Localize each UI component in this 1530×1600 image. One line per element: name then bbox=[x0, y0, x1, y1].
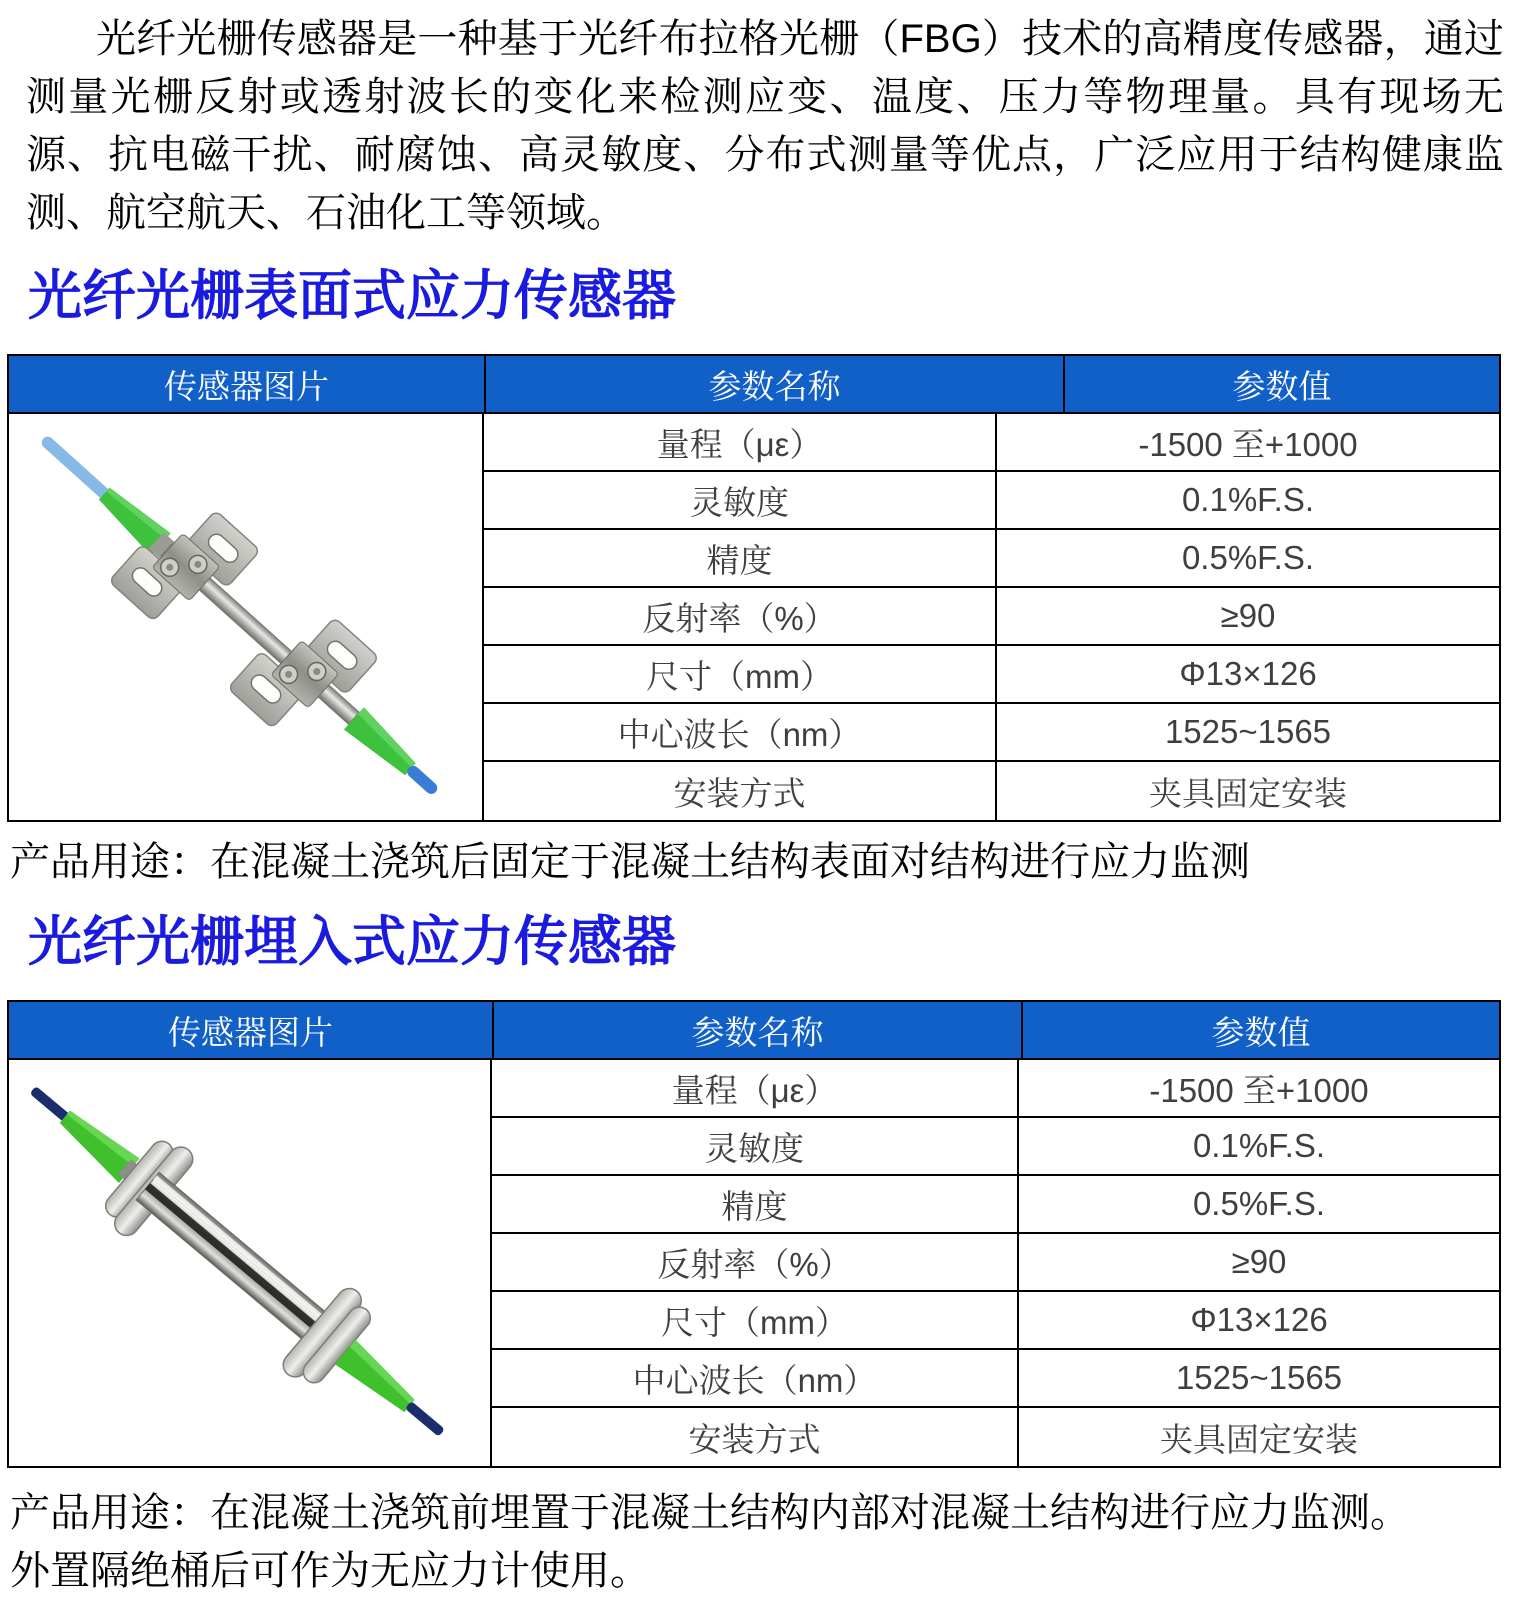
param-name-cell: 中心波长（nm） bbox=[484, 704, 997, 760]
param-value-cell: 夹具固定安装 bbox=[1160, 1420, 1358, 1458]
param-value-cell: 0.5%F.S. bbox=[1181, 539, 1315, 576]
param-name-cell: 量程（με） bbox=[484, 414, 997, 470]
param-value-cell: Φ13×126 bbox=[1190, 1301, 1328, 1338]
embedded-sensor-spec-table bbox=[7, 1000, 1501, 1468]
param-value-cell: -1500 至+1000 bbox=[1149, 1071, 1369, 1109]
param-value-cell: -1500 至+1000 bbox=[1138, 425, 1358, 463]
surface-sensor-photo bbox=[10, 416, 481, 818]
table-row bbox=[484, 646, 1499, 704]
table-row bbox=[484, 704, 1499, 762]
table-row bbox=[484, 530, 1499, 588]
param-value-cell: 0.5%F.S. bbox=[1192, 1185, 1326, 1222]
param-name-cell: 尺寸（mm） bbox=[484, 646, 997, 702]
param-rows bbox=[492, 1060, 1499, 1466]
param-value-cell: Φ13×126 bbox=[1179, 655, 1317, 692]
table-row bbox=[492, 1234, 1499, 1292]
usage-line-2: 外置隔绝桶后可作为无应力计使用。 bbox=[10, 1549, 650, 1593]
table-header-row bbox=[9, 356, 1499, 414]
param-name-cell: 精度 bbox=[484, 530, 997, 586]
param-name-cell: 灵敏度 bbox=[492, 1118, 1019, 1174]
table-row bbox=[492, 1176, 1499, 1234]
surface-sensor-spec-table bbox=[7, 354, 1501, 822]
table-row bbox=[492, 1118, 1499, 1176]
sensor-image-cell bbox=[9, 1060, 492, 1466]
param-rows bbox=[484, 414, 1499, 820]
param-name-cell: 量程（με） bbox=[492, 1060, 1019, 1116]
param-name-cell: 中心波长（nm） bbox=[492, 1350, 1019, 1406]
section2-heading: 光纤光栅埋入式应力传感器 bbox=[28, 912, 676, 972]
sensor-image-cell bbox=[9, 414, 484, 820]
table-row bbox=[484, 762, 1499, 820]
param-value-cell: ≥90 bbox=[1220, 597, 1276, 634]
table-row bbox=[492, 1408, 1499, 1466]
usage-line-1: 产品用途：在混凝土浇筑前埋置于混凝土结构内部对混凝土结构进行应力监测。 bbox=[10, 1491, 1410, 1535]
param-value-cell: 1525~1565 bbox=[1175, 1359, 1343, 1396]
document-page bbox=[0, 10, 1530, 1593]
embedded-sensor-photo bbox=[10, 1062, 489, 1464]
param-name-cell: 尺寸（mm） bbox=[492, 1292, 1019, 1348]
header-cell-param-name: 参数名称 bbox=[492, 1002, 1021, 1058]
param-name-cell: 反射率（%） bbox=[492, 1234, 1019, 1290]
usage-note-embedded bbox=[10, 1484, 1530, 1600]
header-cell-param-value: 参数值 bbox=[1021, 1002, 1499, 1058]
param-value-cell: 夹具固定安装 bbox=[1149, 774, 1347, 812]
param-name-cell: 灵敏度 bbox=[484, 472, 997, 528]
table-row bbox=[492, 1060, 1499, 1118]
param-value-cell: ≥90 bbox=[1231, 1243, 1287, 1280]
param-value-cell: 1525~1565 bbox=[1164, 713, 1332, 750]
intro-paragraph: 光纤光栅传感器是一种基于光纤布拉格光栅（FBG）技术的高精度传感器，通过测量光栅反射或透射波长的变化来检测应变、温度、压力等物理量。具有现场无源、抗电磁干扰、耐腐蚀、高灵敏度、分布式测量等优点，广泛应用于结构健康监测、航空航天、石油化工等领域。 bbox=[26, 17, 1504, 235]
header-cell-param-value: 参数值 bbox=[1063, 356, 1499, 412]
param-name-cell: 精度 bbox=[492, 1176, 1019, 1232]
header-cell-sensor-image: 传感器图片 bbox=[168, 1013, 333, 1051]
table-row bbox=[492, 1292, 1499, 1350]
param-value-cell: 0.1%F.S. bbox=[1192, 1127, 1326, 1164]
header-cell-param-name: 参数名称 bbox=[484, 356, 1063, 412]
param-name-cell: 安装方式 bbox=[492, 1408, 1019, 1466]
usage-note-surface: 产品用途：在混凝土浇筑后固定于混凝土结构表面对结构进行应力监测 bbox=[10, 840, 1250, 884]
section1-heading: 光纤光栅表面式应力传感器 bbox=[28, 266, 676, 326]
param-name-cell: 反射率（%） bbox=[484, 588, 997, 644]
table-header-row bbox=[9, 1002, 1499, 1060]
param-name-cell: 安装方式 bbox=[484, 762, 997, 820]
table-row bbox=[484, 472, 1499, 530]
table-row bbox=[492, 1350, 1499, 1408]
table-row bbox=[484, 588, 1499, 646]
header-cell-sensor-image: 传感器图片 bbox=[164, 367, 329, 405]
table-row bbox=[484, 414, 1499, 472]
param-value-cell: 0.1%F.S. bbox=[1181, 481, 1315, 518]
